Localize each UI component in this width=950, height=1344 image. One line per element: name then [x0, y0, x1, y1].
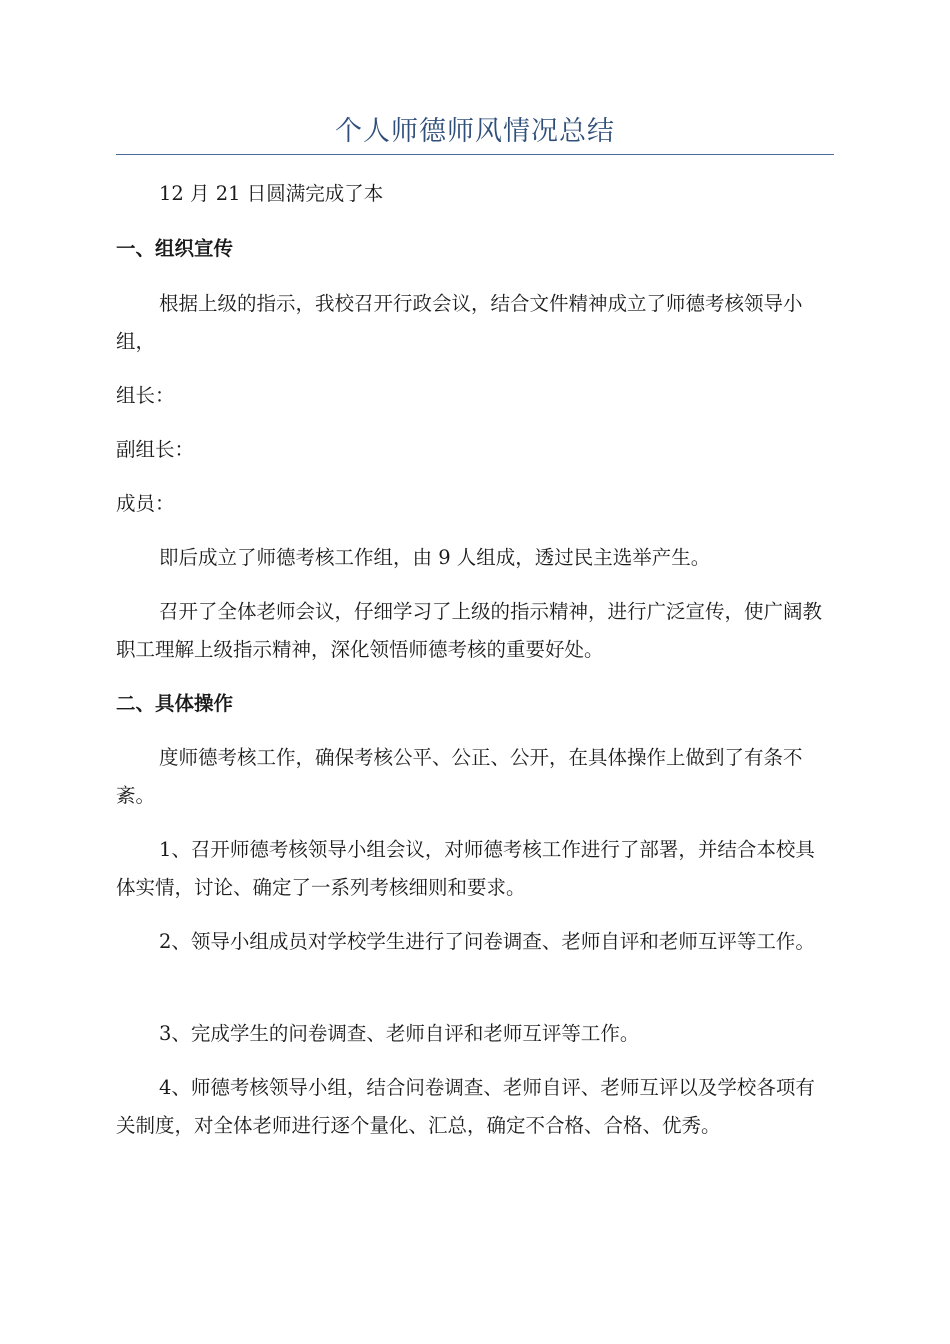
section-1-paragraph-2: 即后成立了师德考核工作组，由 9 人组成，透过民主选举产生。 — [159, 546, 711, 569]
list-item-1: 1、召开师德考核领导小组会议，对师德考核工作进行了部署，并结合本校具体实情，讨论、确定了一系列考核细则和要求。 — [116, 838, 815, 899]
intro-paragraph: 12 月 21 日圆满完成了本 — [159, 182, 384, 205]
section-2-heading: 二、具体操作 — [116, 692, 234, 715]
section-1-paragraph-1: 根据上级的指示，我校召开行政会议，结合文件精神成立了师德考核领导小组， — [116, 292, 803, 353]
members-line: 成员： — [116, 492, 175, 515]
list-item-2: 2、领导小组成员对学校学生进行了问卷调查、老师自评和老师互评等工作。 — [159, 930, 815, 953]
list-item-4: 4、师德考核领导小组，结合问卷调查、老师自评、老师互评以及学校各项有关制度，对全体老师进行逐个量化、汇总，确定不合格、合格、优秀。 — [116, 1076, 815, 1137]
section-1-heading: 一、组织宣传 — [116, 237, 234, 260]
section-1-paragraph-3: 召开了全体老师会议，仔细学习了上级的指示精神，进行广泛宣传，使广阔教职工理解上级指示精神，深化领悟师德考核的重要好处。 — [116, 600, 823, 661]
vice-leader-line: 副组长： — [116, 438, 195, 461]
leader-line: 组长： — [116, 384, 175, 407]
section-2-paragraph-1: 度师德考核工作，确保考核公平、公正、公开，在具体操作上做到了有条不紊。 — [116, 746, 803, 807]
list-item-3: 3、完成学生的问卷调查、老师自评和老师互评等工作。 — [159, 1022, 640, 1045]
title-underline — [116, 154, 834, 155]
document-title: 个人师德师风情况总结 — [335, 116, 615, 147]
